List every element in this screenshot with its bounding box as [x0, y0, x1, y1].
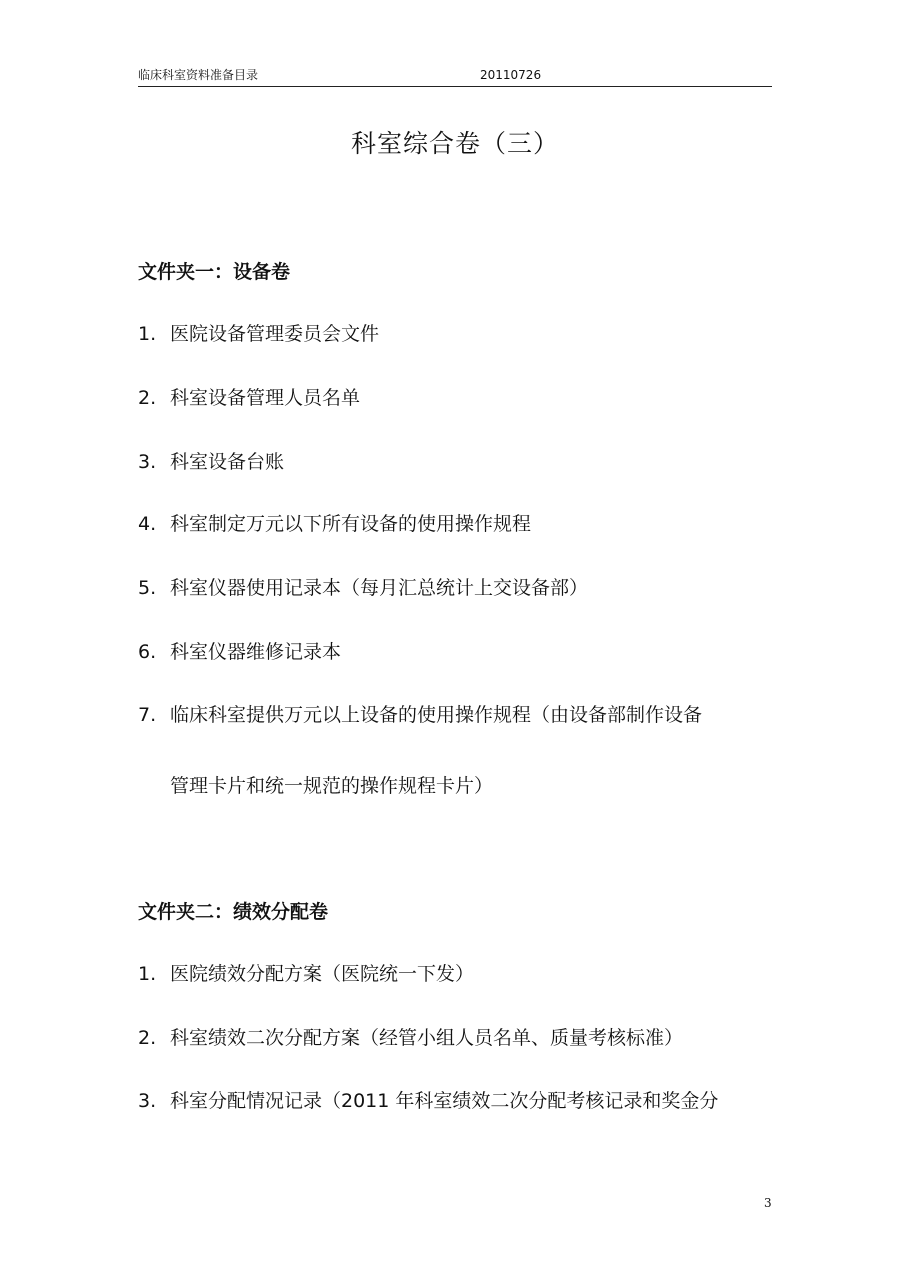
list-item	[138, 1087, 778, 1115]
list-item-number: 1.	[138, 323, 157, 345]
list-item-text: 科室仪器维修记录本	[170, 641, 342, 663]
list-item	[138, 510, 778, 538]
list-item-number: 2.	[138, 387, 157, 409]
list-item-text: 科室绩效二次分配方案（经管小组人员名单、质量考核标准）	[170, 1027, 684, 1049]
document-title: 科室综合卷（三）	[350, 129, 559, 158]
list-item-number: 4.	[138, 513, 157, 535]
list-item-number: 3.	[138, 451, 157, 473]
page-header	[138, 66, 772, 87]
list-item-text: 科室制定万元以下所有设备的使用操作规程	[170, 513, 532, 535]
page-number: 3	[764, 1196, 772, 1210]
list-item	[138, 384, 778, 412]
section-heading-performance: 文件夹二：绩效分配卷	[138, 901, 329, 923]
list-item	[138, 701, 778, 729]
list-item-text: 临床科室提供万元以上设备的使用操作规程（由设备部制作设备	[170, 704, 703, 726]
list-item-number: 5.	[138, 577, 157, 599]
list-item-number: 1.	[138, 963, 157, 985]
list-item-number: 7.	[138, 704, 157, 726]
list-item-text: 科室仪器使用记录本（每月汇总统计上交设备部）	[170, 577, 589, 599]
list-item-continuation: 管理卡片和统一规范的操作规程卡片）	[170, 775, 494, 797]
list-item-text: 医院绩效分配方案（医院统一下发）	[170, 963, 475, 985]
list-item-text: 科室分配情况记录（2011 年科室绩效二次分配考核记录和奖金分	[170, 1090, 719, 1112]
list-item-number: 3.	[138, 1090, 157, 1112]
header-date: 20110726	[480, 68, 542, 82]
list-item-text: 医院设备管理委员会文件	[170, 323, 380, 345]
list-item-number: 2.	[138, 1027, 157, 1049]
list-item	[138, 574, 778, 602]
section-heading-equipment: 文件夹一：设备卷	[138, 261, 291, 283]
list-item-number: 6.	[138, 641, 157, 663]
header-title: 临床科室资料准备目录	[138, 68, 259, 82]
list-item	[138, 448, 778, 476]
list-item	[138, 960, 778, 988]
list-item	[138, 638, 778, 666]
list-item-text: 科室设备台账	[170, 451, 285, 473]
list-item-text: 科室设备管理人员名单	[170, 387, 361, 409]
list-item	[138, 320, 778, 348]
list-item	[138, 1024, 778, 1052]
